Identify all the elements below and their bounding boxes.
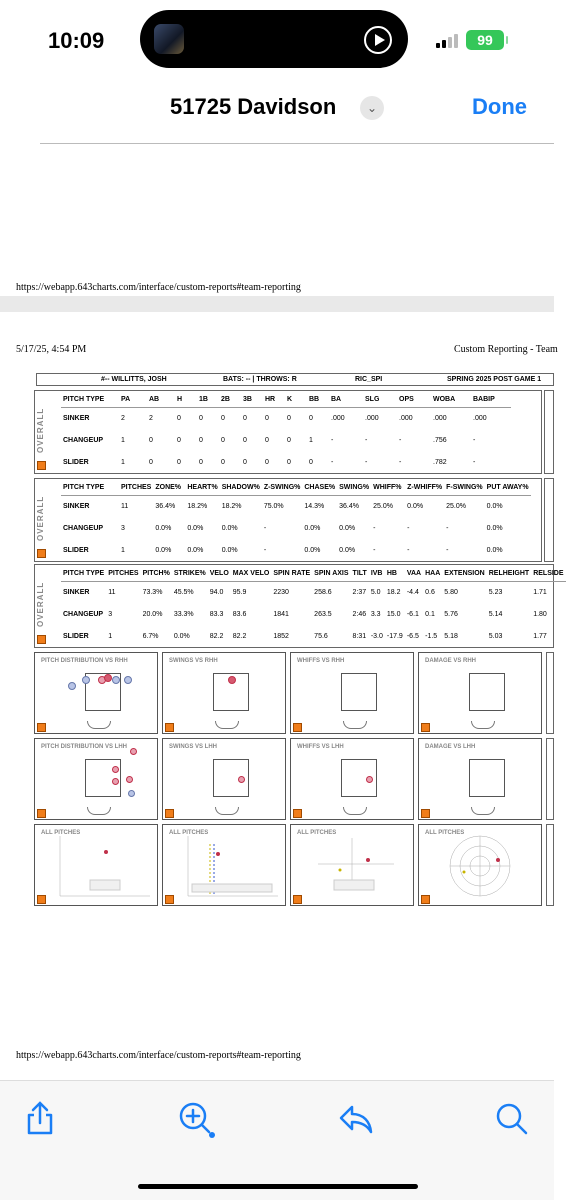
column-header: PITCHES [106, 567, 140, 581]
table-cell: 0 [221, 436, 225, 444]
table-cell: .000 [473, 414, 487, 422]
table-cell: 1.80 [533, 610, 547, 618]
table-cell: 83.3 [209, 610, 224, 618]
table-row [61, 517, 531, 539]
column-header: 2B [219, 393, 241, 407]
screen-recording-icon [364, 26, 392, 54]
table-cell: 0 [265, 414, 269, 422]
table-cell: - [399, 458, 402, 466]
section-edge [544, 390, 554, 474]
column-header: K [285, 393, 307, 407]
column-header: WHIFF% [371, 481, 405, 495]
section-label: OVERALL [36, 407, 45, 453]
table-cell: SINKER [63, 414, 90, 422]
table-cell: 0 [287, 458, 291, 466]
player-bats: BATS: -- | THROWS: R [223, 376, 297, 383]
all-pitches-plot [162, 824, 286, 906]
table-cell: 5.76 [444, 610, 458, 618]
table-cell: 0.1 [425, 610, 435, 618]
home-plate [215, 721, 239, 729]
table-cell: 0.0% [486, 546, 503, 554]
table-cell: - [407, 546, 410, 554]
table-cell: -17.9 [386, 632, 403, 640]
orange-marker-icon [165, 723, 174, 732]
table-cell: - [331, 458, 334, 466]
table-cell: 0 [265, 458, 269, 466]
table-cell: .000 [365, 414, 379, 422]
pitch-dot [104, 674, 112, 682]
table-cell: 95.9 [232, 588, 247, 596]
panel-title: SWINGS VS RHH [169, 658, 218, 664]
home-plate [471, 721, 495, 729]
orange-marker-icon [165, 809, 174, 818]
table-cell: 0 [149, 458, 153, 466]
table-cell: -3.0 [370, 632, 383, 640]
column-header: SWING% [337, 481, 371, 495]
table-cell: 15.0 [386, 610, 401, 618]
table-cell: - [373, 524, 376, 532]
section-edge [544, 478, 554, 562]
column-header: HAA [423, 567, 442, 581]
orange-marker-icon [421, 723, 430, 732]
pitch-dot [130, 748, 137, 755]
table-cell: 1841 [273, 610, 289, 618]
table-row [61, 451, 511, 473]
panel-edge [546, 824, 554, 906]
panel-title: SWINGS VS LHH [169, 744, 218, 750]
column-header: OPS [397, 393, 431, 407]
orange-marker-icon [37, 635, 46, 644]
column-header: HEART% [185, 481, 219, 495]
table-cell: 0.0% [486, 524, 503, 532]
table-row [61, 407, 511, 429]
table-cell: 0 [287, 414, 291, 422]
column-header: BABIP [471, 393, 511, 407]
column-header: BB [307, 393, 329, 407]
table-cell: 2 [121, 414, 125, 422]
table-cell: 14.3% [304, 502, 325, 510]
panel-edge [546, 738, 554, 820]
cut-table-rows [40, 136, 554, 144]
pdf-viewer[interactable] [0, 136, 564, 1080]
chart-panel[interactable] [418, 738, 542, 820]
table-cell: 258.6 [314, 588, 332, 596]
player-header [36, 373, 554, 386]
table-cell: 25.0% [446, 502, 466, 510]
home-plate [215, 807, 239, 815]
table-cell: 5.23 [488, 588, 503, 596]
table-cell: 33.3% [173, 610, 194, 618]
bottom-toolbar [0, 1080, 554, 1200]
dynamic-island[interactable] [140, 10, 408, 68]
table-row [61, 603, 566, 625]
table-cell: 2:46 [352, 610, 367, 618]
column-header: PA [119, 393, 147, 407]
panel-title: ALL PITCHES [169, 830, 209, 836]
table-cell: 5.03 [488, 632, 503, 640]
table-cell: 0.0% [304, 524, 321, 532]
table-cell: 18.2 [386, 588, 401, 596]
pitch-metrics-section [34, 564, 564, 648]
table-row [61, 429, 511, 451]
chart-panel[interactable] [290, 652, 414, 734]
discipline-table-section [34, 478, 542, 562]
status-time: 10:09 [48, 28, 105, 53]
done-button[interactable]: Done [472, 94, 527, 119]
table-cell: 2 [149, 414, 153, 422]
table-cell: - [365, 458, 368, 466]
swing-dot [238, 776, 245, 783]
panel-title: PITCH DISTRIBUTION VS LHH [41, 744, 128, 750]
reply-icon[interactable] [336, 1099, 376, 1139]
table-cell: 0 [199, 436, 203, 444]
zoom-annotate-icon[interactable] [176, 1099, 216, 1139]
whiff-dot [366, 776, 373, 783]
pitch-dot [112, 766, 119, 773]
table-cell: 1852 [273, 632, 289, 640]
chart-panel[interactable] [34, 652, 158, 734]
table-cell: 1.71 [533, 588, 547, 596]
table-cell: 0 [265, 436, 269, 444]
table-cell: 0 [243, 414, 247, 422]
column-header: HR [263, 393, 285, 407]
table-cell: 11 [108, 588, 116, 596]
table-cell: 75.0% [263, 502, 284, 510]
panel-title: ALL PITCHES [41, 830, 81, 836]
column-header: RELSIDE [531, 567, 565, 581]
table-cell: 0.0% [339, 546, 356, 554]
strike-zone [341, 673, 377, 711]
table-cell: 5.14 [488, 610, 503, 618]
pitch-metrics-table [61, 567, 566, 647]
table-cell: 20.0% [142, 610, 163, 618]
table-cell: 0.0% [173, 632, 190, 640]
table-cell: 75.6 [314, 632, 328, 640]
table-cell: 0.0% [304, 546, 321, 554]
table-cell: 0 [177, 436, 181, 444]
panel-title: WHIFFS VS RHH [297, 658, 345, 664]
chart-panel[interactable] [418, 652, 542, 734]
pitch-dot [112, 778, 119, 785]
column-header: HB [385, 567, 405, 581]
table-cell: 1 [309, 436, 313, 444]
table-cell: 0 [309, 458, 313, 466]
table-cell: SLIDER [63, 546, 89, 554]
pitch-dot [124, 676, 132, 684]
table-cell: 18.2% [221, 502, 242, 510]
all-pitches-plot [34, 824, 158, 906]
table-row [61, 581, 566, 603]
table-cell: 18.2% [187, 502, 208, 510]
column-header: EXTENSION [442, 567, 486, 581]
column-header: SPIN AXIS [312, 567, 350, 581]
table-cell: CHANGEUP [63, 436, 104, 444]
swing-dot [228, 676, 236, 684]
column-header: SPIN RATE [271, 567, 312, 581]
table-cell: 0 [309, 414, 313, 422]
document-title[interactable]: 51725 Davidson [170, 94, 337, 119]
home-indicator[interactable] [138, 1184, 418, 1189]
status-bar [0, 0, 554, 90]
home-plate [343, 721, 367, 729]
page2-footer-url: https://webapp.643charts.com/interface/custom-reports#team-reporting [16, 1050, 301, 1061]
table-cell: - [446, 546, 449, 554]
table-cell: 0.0% [221, 524, 238, 532]
table-cell: 6.7% [142, 632, 159, 640]
orange-marker-icon [37, 549, 46, 558]
strike-zone [469, 673, 505, 711]
chart-panel[interactable] [162, 738, 286, 820]
table-cell: - [263, 524, 267, 532]
home-plate [87, 721, 111, 729]
table-cell: CHANGEUP [63, 524, 104, 532]
panel-title: DAMAGE VS RHH [425, 658, 477, 664]
column-header: STRIKE% [172, 567, 208, 581]
table-cell: -4.4 [406, 588, 419, 596]
table-cell: .756 [433, 436, 447, 444]
table-cell: 82.2 [209, 632, 224, 640]
panel-title: WHIFFS VS LHH [297, 744, 344, 750]
share-icon[interactable] [20, 1099, 60, 1139]
table-cell: 82.2 [232, 632, 247, 640]
table-cell: - [407, 524, 410, 532]
column-header: Z-SWING% [262, 481, 303, 495]
section-label: OVERALL [36, 495, 45, 541]
pdf-page-1 [0, 136, 554, 296]
table-cell: 0 [177, 414, 181, 422]
battery-icon: 99 [466, 30, 504, 50]
panel-edge [546, 652, 554, 734]
orange-marker-icon [37, 809, 46, 818]
table-cell: 3 [121, 524, 125, 532]
section-label: OVERALL [36, 581, 45, 627]
table-cell: 0 [221, 414, 225, 422]
table-cell: 1 [121, 458, 125, 466]
table-cell: -6.1 [406, 610, 419, 618]
column-header: VELO [208, 567, 231, 581]
orange-marker-icon [293, 809, 302, 818]
pitch-dot [112, 676, 120, 684]
table-cell: 3.3 [370, 610, 381, 618]
table-cell: 36.4% [339, 502, 359, 510]
column-header: IVB [369, 567, 385, 581]
table-cell: - [373, 546, 376, 554]
home-plate [343, 807, 367, 815]
column-header: BA [329, 393, 363, 407]
orange-marker-icon [421, 809, 430, 818]
column-header: H [175, 393, 197, 407]
chart-panel[interactable] [34, 738, 158, 820]
column-header: PITCH TYPE [61, 393, 119, 407]
pitch-dot [68, 682, 76, 690]
table-cell: 11 [121, 502, 129, 510]
search-icon[interactable] [492, 1099, 532, 1139]
table-cell: 0.0% [339, 524, 356, 532]
all-pitches-plot [290, 824, 414, 906]
nav-bar [0, 88, 554, 136]
table-cell: 0.6 [425, 588, 435, 596]
table-cell: 5.0 [370, 588, 381, 596]
panel-title: ALL PITCHES [425, 830, 465, 836]
table-cell: -6.5 [406, 632, 419, 640]
column-header: PITCH TYPE [61, 567, 106, 581]
table-cell: SINKER [63, 588, 90, 596]
table-cell: - [473, 458, 476, 466]
table-cell: 1.77 [533, 632, 547, 640]
column-header: PITCH% [141, 567, 172, 581]
table-cell: - [399, 436, 402, 444]
panel-title: PITCH DISTRIBUTION VS RHH [41, 658, 128, 664]
column-header: ZONE% [153, 481, 185, 495]
chart-panel[interactable] [290, 738, 414, 820]
discipline-table [61, 481, 531, 561]
table-cell: 1 [108, 632, 113, 640]
table-cell: - [473, 436, 476, 444]
table-cell: 45.5% [173, 588, 194, 596]
table-cell: 0.0% [187, 524, 204, 532]
table-cell: - [365, 436, 368, 444]
table-cell: 1 [121, 546, 125, 554]
table-cell: 36.4% [155, 502, 176, 510]
home-plate [471, 807, 495, 815]
table-cell: -1.5 [425, 632, 438, 640]
table-cell: 1 [121, 436, 125, 444]
table-cell: .000 [433, 414, 447, 422]
table-cell: 0.0% [155, 524, 172, 532]
table-cell: 0 [243, 458, 247, 466]
table-cell: SLIDER [63, 632, 89, 640]
pitch-dot [126, 776, 133, 783]
signal-icon [436, 34, 460, 48]
column-header: MAX VELO [231, 567, 272, 581]
table-cell: - [331, 436, 334, 444]
table-cell: 0.0% [486, 502, 503, 510]
table-cell: 2:37 [352, 588, 367, 596]
column-header: 1B [197, 393, 219, 407]
chart-panel[interactable] [162, 652, 286, 734]
table-cell: .000 [399, 414, 413, 422]
table-cell: 0 [243, 436, 247, 444]
pitch-dot [82, 676, 90, 684]
table-cell: .000 [331, 414, 345, 422]
column-header: PUT AWAY% [485, 481, 531, 495]
report-title: Custom Reporting - Team [454, 344, 558, 355]
table-cell: 5.18 [444, 632, 458, 640]
table-cell: 0 [199, 414, 203, 422]
orange-marker-icon [37, 461, 46, 470]
column-header: VAA [405, 567, 423, 581]
table-cell: SINKER [63, 502, 90, 510]
table-row [61, 539, 531, 561]
chevron-down-icon[interactable]: ⌄ [360, 96, 384, 120]
table-row [61, 625, 566, 647]
table-cell: 0.0% [407, 502, 424, 510]
table-cell: 3 [108, 610, 113, 618]
all-pitches-plot [418, 824, 542, 906]
column-header: Z-WHIFF% [405, 481, 444, 495]
column-header: RELHEIGHT [487, 567, 531, 581]
table-cell: - [263, 546, 267, 554]
column-header: TILT [351, 567, 369, 581]
table-cell: 0.0% [221, 546, 238, 554]
results-table [61, 393, 511, 473]
column-header: F-SWING% [444, 481, 485, 495]
column-header: AB [147, 393, 175, 407]
table-cell: 0 [177, 458, 181, 466]
table-cell: - [446, 524, 449, 532]
orange-marker-icon [293, 723, 302, 732]
strike-zone [469, 759, 505, 797]
panel-title: ALL PITCHES [297, 830, 337, 836]
column-header: 3B [241, 393, 263, 407]
table-cell: .782 [433, 458, 447, 466]
table-cell: 83.6 [232, 610, 247, 618]
table-cell: 0 [149, 436, 153, 444]
page1-url: https://webapp.643charts.com/interface/custom-reports#team-reporting [16, 282, 301, 293]
column-header: CHASE% [302, 481, 337, 495]
table-cell: 263.5 [314, 610, 332, 618]
player-name: #-- WILLITTS, JOSH [101, 376, 167, 383]
table-cell: 0.0% [155, 546, 172, 554]
column-header: SHADOW% [220, 481, 262, 495]
panel-title: DAMAGE VS LHH [425, 744, 476, 750]
table-cell: 25.0% [373, 502, 393, 510]
table-cell: SLIDER [63, 458, 89, 466]
table-cell: 0.0% [187, 546, 204, 554]
table-cell: 0 [199, 458, 203, 466]
table-cell: 8:31 [352, 632, 367, 640]
column-header: WOBA [431, 393, 471, 407]
results-table-section [34, 390, 542, 474]
table-row [61, 495, 531, 517]
orange-marker-icon [37, 723, 46, 732]
player-code: RIC_SPI [355, 376, 383, 383]
table-cell: 0 [221, 458, 225, 466]
page-timestamp: 5/17/25, 4:54 PM [16, 344, 87, 355]
table-cell: 5.80 [444, 588, 458, 596]
media-thumbnail [154, 24, 184, 54]
table-cell: 73.3% [142, 588, 163, 596]
table-cell: CHANGEUP [63, 610, 104, 618]
column-header: SLG [363, 393, 397, 407]
table-cell: 2230 [273, 588, 289, 596]
column-header: PITCHES [119, 481, 153, 495]
pitch-dot [128, 790, 135, 797]
game-label: SPRING 2025 POST GAME 1 [447, 376, 542, 383]
column-header: PITCH TYPE [61, 481, 119, 495]
table-cell: 0 [287, 436, 291, 444]
home-plate [87, 807, 111, 815]
table-cell: 94.0 [209, 588, 224, 596]
